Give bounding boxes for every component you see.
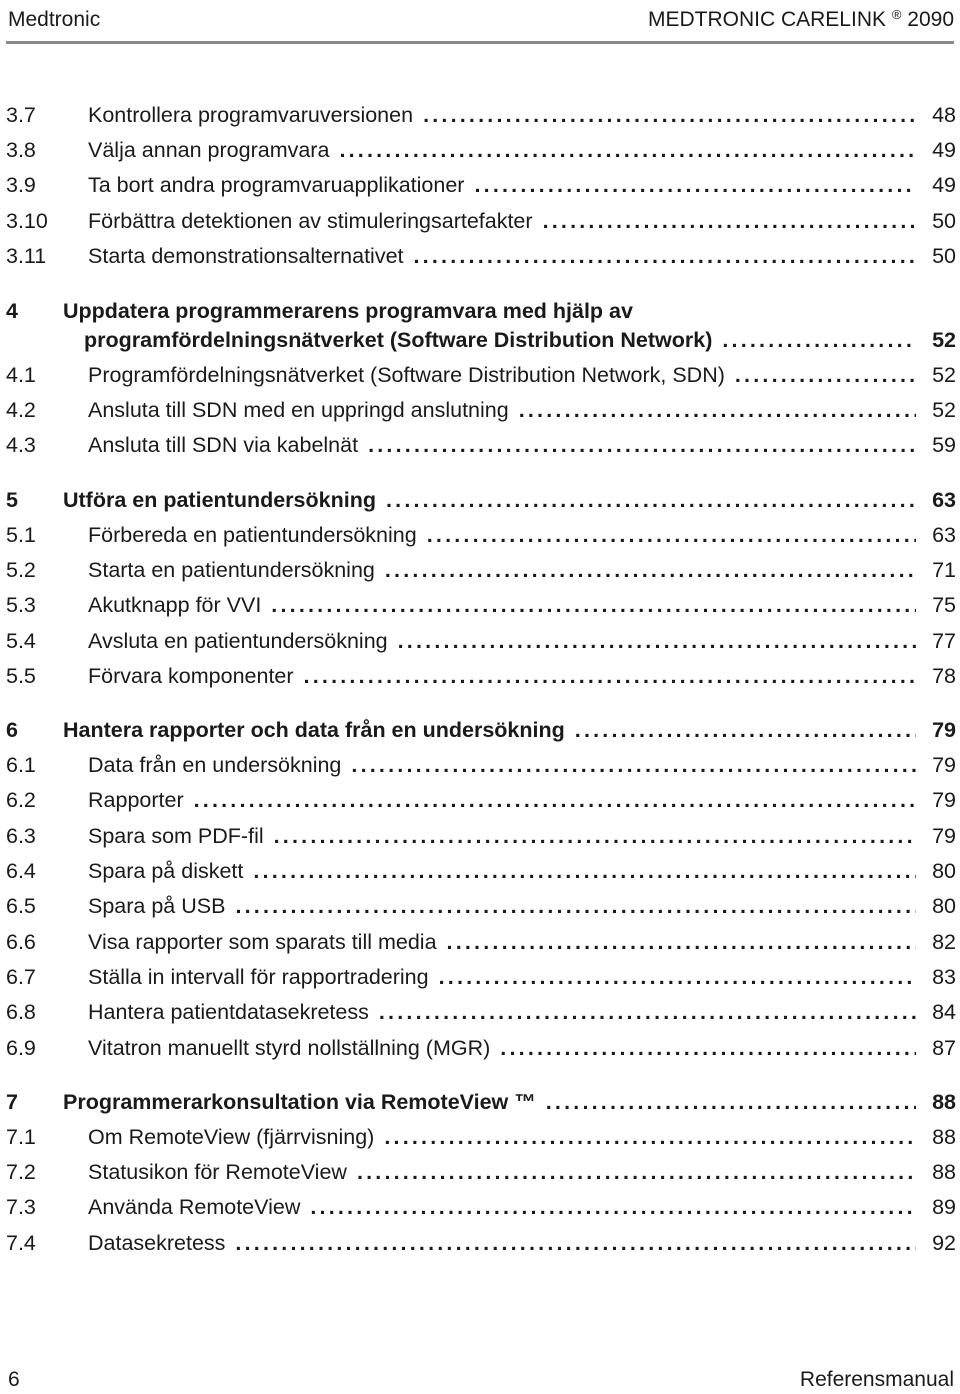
section-number: 6.8 [6, 1000, 36, 1024]
section-number: 3.11 [6, 244, 47, 268]
toc-entry[interactable] [6, 786, 956, 814]
page-number: 78 [932, 664, 956, 688]
section-number: 5.5 [6, 664, 36, 688]
dot-leader [379, 998, 916, 1026]
toc-entry[interactable] [6, 1034, 956, 1062]
dot-leader [447, 928, 916, 956]
page-footer [8, 1368, 954, 1394]
dot-leader [423, 101, 916, 129]
section-title: Om RemoteView (fjärrvisning) [88, 1125, 375, 1149]
page-number: 77 [932, 629, 956, 653]
section-title: Datasekretess [88, 1231, 226, 1255]
chapter-entry[interactable] [6, 1088, 956, 1116]
page-number: 63 [932, 523, 956, 547]
dot-leader [519, 396, 916, 424]
section-title: Förbättra detektionen av stimuleringsartefakter [88, 209, 533, 233]
chapter-title: Hantera rapporter och data från en undersökning [63, 718, 565, 742]
section-number: 7.2 [6, 1160, 36, 1184]
page-number: 52 [932, 363, 956, 387]
page-header [8, 0, 954, 32]
toc-entry[interactable] [6, 822, 956, 850]
dot-leader [368, 431, 916, 459]
section-title: Välja annan programvara [88, 138, 330, 162]
section-number: 4.2 [6, 398, 36, 422]
dot-leader [351, 751, 916, 779]
section-title: Avsluta en patientundersökning [88, 629, 388, 653]
footer-page-number: 6 [8, 1368, 20, 1391]
toc-entry[interactable] [6, 1229, 956, 1257]
toc-entry[interactable] [6, 963, 956, 991]
section-title: Förvara komponenter [88, 664, 294, 688]
toc-entry[interactable] [6, 662, 956, 690]
page-number: 92 [932, 1231, 956, 1255]
dot-leader [575, 716, 916, 744]
section-number: 6.7 [6, 965, 36, 989]
section-title: Starta demonstrationsalternativet [88, 244, 404, 268]
toc-entry[interactable] [6, 101, 956, 129]
section-title: Spara på diskett [88, 859, 244, 883]
section-number: 4.1 [6, 363, 36, 387]
toc-entry[interactable] [6, 928, 956, 956]
chapter-entry[interactable] [6, 716, 956, 744]
product-title: MEDTRONIC CARELINK ® 2090 [647, 7, 954, 31]
chapter-title: Uppdatera programmerarens programvara med hjälp av [63, 299, 633, 323]
page-number: 84 [932, 1000, 956, 1024]
page-number: 89 [932, 1195, 956, 1219]
toc-entry[interactable] [6, 556, 956, 584]
page-number: 79 [932, 718, 956, 742]
header-divider [6, 41, 954, 44]
page-number: 50 [932, 244, 956, 268]
toc-entry[interactable] [6, 892, 956, 920]
section-title: Rapporter [88, 788, 184, 812]
section-number: 7.1 [6, 1125, 36, 1149]
dot-leader [385, 556, 916, 584]
section-number: 3.9 [6, 173, 36, 197]
page-number: 88 [932, 1125, 956, 1149]
section-number: 6.6 [6, 930, 36, 954]
page-number: 82 [932, 930, 956, 954]
page-number: 88 [932, 1090, 956, 1114]
dot-leader [414, 242, 917, 270]
section-title: Hantera patientdatasekretess [88, 1000, 369, 1024]
section-title: Spara på USB [88, 894, 226, 918]
toc-entry[interactable] [6, 431, 956, 459]
dot-leader [398, 627, 916, 655]
dot-leader [735, 361, 916, 389]
page-number: 50 [932, 209, 956, 233]
dot-leader [253, 857, 916, 885]
section-title: Statusikon för RemoteView [88, 1160, 347, 1184]
section-title: Använda RemoteView [88, 1195, 301, 1219]
page-number: 88 [932, 1160, 956, 1184]
section-title: Spara som PDF-fil [88, 824, 264, 848]
section-title: Ta bort andra programvaruapplikationer [88, 173, 465, 197]
dot-leader [339, 136, 916, 164]
chapter-entry[interactable] [6, 486, 956, 514]
page-number: 49 [932, 138, 956, 162]
section-number: 6.5 [6, 894, 36, 918]
page-number: 80 [932, 894, 956, 918]
toc-entry[interactable] [6, 1193, 956, 1221]
page-number: 79 [932, 753, 956, 777]
chapter-number: 4 [6, 299, 18, 323]
section-title: Förbereda en patientundersökning [88, 523, 417, 547]
section-title: Ställa in intervall för rapportradering [88, 965, 429, 989]
toc-entry[interactable] [6, 242, 956, 270]
toc-entry[interactable] [6, 171, 956, 199]
toc-entry[interactable] [6, 207, 956, 235]
section-number: 7.4 [6, 1231, 36, 1255]
section-title: Kontrollera programvaruversionen [88, 103, 414, 127]
page-number: 71 [932, 558, 956, 582]
brand-name: Medtronic [8, 8, 101, 31]
dot-leader [546, 1088, 916, 1116]
page-number: 52 [932, 398, 956, 422]
chapter-number: 5 [6, 488, 18, 512]
dot-leader [304, 662, 916, 690]
toc-entry[interactable] [6, 591, 956, 619]
section-title: Vitatron manuellt styrd nollställning (MGR) [88, 1036, 491, 1060]
section-number: 5.3 [6, 593, 36, 617]
toc-entry[interactable] [6, 1158, 956, 1186]
toc-entry[interactable] [6, 751, 956, 779]
section-number: 6.1 [6, 753, 36, 777]
section-number: 5.2 [6, 558, 36, 582]
section-title: Ansluta till SDN med en uppringd anslutning [88, 398, 509, 422]
dot-leader [310, 1193, 916, 1221]
section-number: 6.9 [6, 1036, 36, 1060]
dot-leader [235, 892, 916, 920]
dot-leader [543, 207, 916, 235]
toc-entry[interactable] [6, 136, 956, 164]
toc-entry[interactable] [6, 857, 956, 885]
footer-manual-name: Referensmanual [799, 1368, 954, 1391]
section-number: 6.4 [6, 859, 36, 883]
section-number: 3.10 [6, 209, 48, 233]
toc-entry[interactable] [6, 396, 956, 424]
page-number: 49 [932, 173, 956, 197]
page-number: 48 [932, 103, 956, 127]
section-number: 6.3 [6, 824, 36, 848]
toc-entry[interactable] [6, 521, 956, 549]
dot-leader [474, 171, 916, 199]
toc-entry[interactable] [6, 1123, 956, 1151]
section-title: Visa rapporter som sparats till media [88, 930, 437, 954]
toc-entry[interactable] [6, 627, 956, 655]
section-title: Ansluta till SDN via kabelnät [88, 433, 359, 457]
page-number: 79 [932, 824, 956, 848]
section-number: 3.8 [6, 138, 36, 162]
toc-entry[interactable] [6, 361, 956, 389]
section-title: Starta en patientundersökning [88, 558, 375, 582]
registered-mark: ® [891, 7, 902, 22]
section-number: 3.7 [6, 103, 36, 127]
chapter-title: Programmerarkonsultation via RemoteView ™ [63, 1090, 536, 1114]
dot-leader [271, 591, 916, 619]
dot-leader [386, 486, 916, 514]
section-title: Data från en undersökning [88, 753, 342, 777]
chapter-entry[interactable] [6, 297, 633, 325]
section-number: 7.3 [6, 1195, 36, 1219]
dot-leader [439, 963, 916, 991]
dot-leader [235, 1229, 916, 1257]
section-number: 5.4 [6, 629, 36, 653]
chapter-title-continued: programfördelningsnätverket (Software Distribution Network) [84, 328, 713, 352]
page-number: 83 [932, 965, 956, 989]
dot-leader [357, 1158, 916, 1186]
section-title: Akutknapp för VVI [88, 593, 262, 617]
toc-entry[interactable] [6, 998, 956, 1026]
dot-leader [194, 786, 916, 814]
chapter-number: 6 [6, 718, 18, 742]
section-number: 5.1 [6, 523, 36, 547]
dot-leader [274, 822, 916, 850]
dot-leader [427, 521, 916, 549]
chapter-number: 7 [6, 1090, 18, 1114]
dot-leader [722, 326, 916, 354]
page-number: 79 [932, 788, 956, 812]
page-number: 75 [932, 593, 956, 617]
section-number: 4.3 [6, 433, 36, 457]
section-title: Programfördelningsnätverket (Software Distribution Network, SDN) [88, 363, 725, 387]
page-number: 80 [932, 859, 956, 883]
page-number: 87 [932, 1036, 956, 1060]
chapter-title: Utföra en patientundersökning [63, 488, 376, 512]
dot-leader [500, 1034, 916, 1062]
chapter-entry-continued[interactable] [84, 326, 956, 354]
page-number: 59 [932, 433, 956, 457]
page-number: 52 [932, 328, 956, 352]
section-number: 6.2 [6, 788, 36, 812]
page-number: 63 [932, 488, 956, 512]
dot-leader [384, 1123, 916, 1151]
